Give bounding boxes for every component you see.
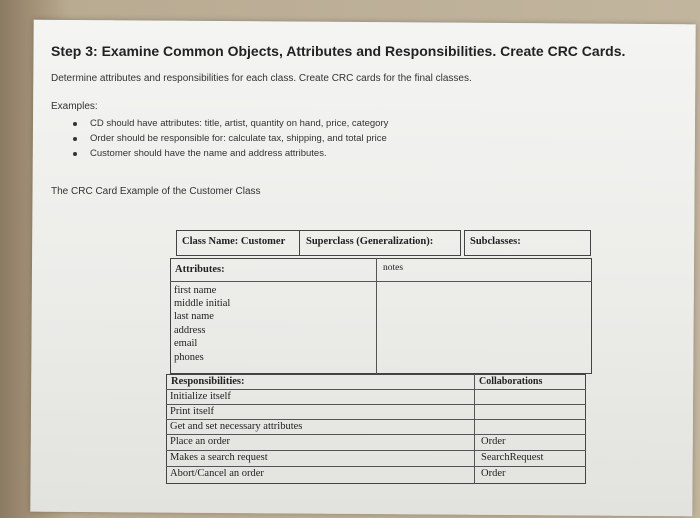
attributes-header: Attributes: (175, 264, 225, 275)
examples-list (71, 116, 388, 161)
row-divider (166, 434, 586, 435)
page-heading: Step 3: Examine Common Objects, Attributes and Responsibilities. Create CRC Cards. (51, 43, 626, 59)
collaboration-item: Order (481, 468, 506, 479)
examples-label: Examples: (51, 101, 98, 112)
row-divider (166, 450, 586, 451)
row-divider (166, 404, 586, 405)
responsibilities-header: Responsibilities: (171, 376, 245, 387)
collaborations-header: Collaborations (479, 376, 543, 387)
superclass-text: Superclass (Generalization): (306, 236, 434, 247)
attributes-notes-box (170, 258, 592, 374)
example-item: Order should be responsible for: calculate tax, shipping, and total price (71, 131, 388, 146)
attribute-item: middle initial (174, 298, 231, 309)
class-name-cell (176, 230, 300, 256)
attribute-item: address (174, 325, 206, 336)
responsibility-item: Print itself (170, 406, 215, 417)
example-item: CD should have attributes: title, artist, quantity on hand, price, category (71, 116, 388, 131)
notes-header: notes (383, 263, 404, 273)
intro-text: Determine attributes and responsibilities for each class. Create CRC cards for the final classes. (51, 73, 472, 84)
responsibility-item: Place an order (170, 436, 231, 447)
collaborations-divider (474, 374, 475, 484)
responsibility-item: Makes a search request (170, 452, 268, 463)
subclasses-text: Subclasses: (470, 236, 521, 247)
row-divider (166, 419, 586, 420)
attribute-item: email (174, 338, 198, 349)
responsibility-item: Get and set necessary attributes (170, 421, 303, 432)
subclasses-cell (464, 230, 591, 256)
collaboration-item: SearchRequest (481, 452, 544, 463)
responsibility-item: Initialize itself (170, 391, 231, 402)
superclass-cell (299, 230, 461, 256)
responsibility-item: Abort/Cancel an order (170, 468, 264, 479)
example-item: Customer should have the name and address attributes. (71, 146, 388, 161)
attributes-header-divider (170, 281, 592, 282)
class-name-text: Class Name: Customer (182, 236, 286, 247)
row-divider (166, 389, 586, 390)
attribute-item: phones (174, 352, 204, 363)
attribute-item: first name (174, 285, 217, 296)
collaboration-item: Order (481, 436, 506, 447)
crc-caption: The CRC Card Example of the Customer Class (51, 186, 261, 197)
attributes-notes-divider (376, 258, 377, 374)
row-divider (166, 466, 586, 467)
attribute-item: last name (174, 311, 214, 322)
